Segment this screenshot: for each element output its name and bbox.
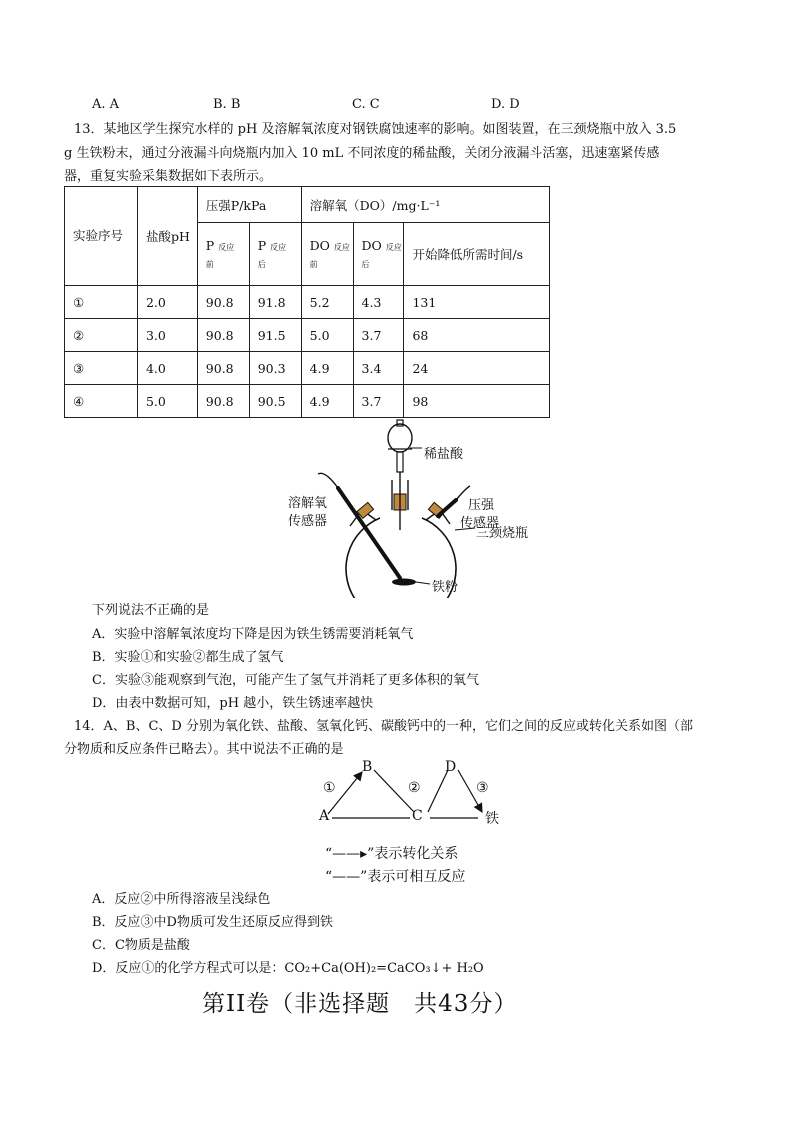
data-table bbox=[64, 186, 550, 418]
cell: 90.8 bbox=[197, 286, 249, 319]
cell: 4.3 bbox=[353, 286, 404, 319]
cell: ④ bbox=[65, 385, 138, 418]
cell: 90.8 bbox=[197, 352, 249, 385]
table-row bbox=[65, 385, 550, 418]
header-exp-text: 实验序号 bbox=[73, 228, 124, 243]
cell: 91.8 bbox=[249, 286, 301, 319]
header-exp bbox=[65, 187, 138, 286]
label-r3: ③ bbox=[476, 780, 489, 796]
funnel-bulb bbox=[388, 424, 412, 452]
iron-powder bbox=[392, 579, 416, 586]
q12-option-b: B. B bbox=[213, 97, 241, 112]
q12-options bbox=[0, 97, 800, 113]
cell: ② bbox=[65, 319, 138, 352]
label-iron: 铁粉 bbox=[432, 580, 459, 595]
node-a: A bbox=[319, 808, 330, 824]
cell: 90.8 bbox=[197, 385, 249, 418]
label-flask: 三颈烧瓶 bbox=[476, 526, 529, 541]
cell: 90.3 bbox=[249, 352, 301, 385]
do-sensor-cable bbox=[318, 473, 338, 488]
label-r1: ① bbox=[323, 780, 336, 796]
header-do-after-main: DO bbox=[361, 238, 382, 253]
cell: 131 bbox=[404, 286, 550, 319]
header-p-before-line2: 前 bbox=[205, 260, 214, 269]
q14-stem-line1: 14．A、B、C、D 分别为氧化铁、盐酸、氢氧化钙、碳酸钙中的一种，它们之间的反应或转化关系如图（部 bbox=[74, 719, 693, 734]
label-p-sensor-1: 压强 bbox=[468, 498, 495, 513]
label-do-sensor-1: 溶解氧 bbox=[288, 496, 328, 511]
cell: ① bbox=[65, 286, 138, 319]
cell: 5.2 bbox=[301, 286, 353, 319]
header-do-before-main: DO bbox=[309, 238, 330, 253]
cell: 98 bbox=[404, 385, 550, 418]
cell: 3.7 bbox=[353, 319, 404, 352]
table-row bbox=[65, 352, 550, 385]
header-do-before bbox=[301, 223, 353, 286]
q13-option-c: C．实验③能观察到气泡，可能产生了氢气并消耗了更多体积的氧气 bbox=[92, 673, 479, 688]
leader-iron bbox=[416, 582, 430, 584]
header-do: 溶解氧（DO）/mg·L⁻¹ bbox=[301, 187, 549, 223]
legend-arrow: “——▸”表示转化关系 bbox=[325, 846, 459, 862]
do-sensor-probe bbox=[338, 488, 400, 578]
header-time: 开始降低所需时间/s bbox=[404, 223, 550, 286]
header-p-after-sub: 反应 bbox=[270, 243, 287, 252]
q14-option-c: C．C物质是盐酸 bbox=[92, 938, 190, 953]
label-acid: 稀盐酸 bbox=[424, 447, 464, 462]
q14-stem-line2: 分物质和反应条件已略去）。其中说法不正确的是 bbox=[64, 742, 344, 757]
cell: 68 bbox=[404, 319, 550, 352]
label-r2: ② bbox=[408, 780, 421, 796]
header-do-after bbox=[353, 223, 404, 286]
node-d: D bbox=[445, 759, 457, 775]
cell: 5.0 bbox=[301, 319, 353, 352]
header-p-before bbox=[197, 223, 249, 286]
q13-stem-line2: g 生铁粉末，通过分液漏斗向烧瓶内加入 10 mL 不同浓度的稀盐酸，关闭分液漏斗活塞，迅速塞紧传感 bbox=[64, 146, 660, 161]
table-row bbox=[65, 319, 550, 352]
q12-option-a: A. A bbox=[92, 97, 120, 112]
cell: 2.0 bbox=[137, 286, 197, 319]
line-c-d bbox=[428, 770, 448, 812]
cell: 90.5 bbox=[249, 385, 301, 418]
section-title: 第II卷（非选择题 共43分） bbox=[202, 991, 518, 1017]
q13-option-d: D．由表中数据可知，pH 越小，铁生锈速率越快 bbox=[92, 696, 374, 711]
q14-option-d: D．反应①的化学方程式可以是：CO₂+Ca(OH)₂=CaCO₃↓+ H₂O bbox=[92, 961, 484, 976]
q13-option-a: A．实验中溶解氧浓度均下降是因为铁生锈需要消耗氧气 bbox=[92, 627, 414, 642]
header-p-before-main: P bbox=[205, 238, 215, 253]
header-p-after-line2: 后 bbox=[257, 260, 266, 269]
cell: 4.0 bbox=[137, 352, 197, 385]
funnel-stopper bbox=[397, 420, 403, 426]
cell: 5.0 bbox=[137, 385, 197, 418]
label-do-sensor-2: 传感器 bbox=[288, 514, 328, 529]
q13-prompt: 下列说法不正确的是 bbox=[92, 603, 210, 618]
q13-option-b: B．实验①和实验②都生成了氢气 bbox=[92, 650, 284, 665]
q13-stem-line1: 13．某地区学生探究水样的 pH 及溶解氧浓度对钢铁腐蚀速率的影响。如图装置，在三颈烧瓶中放入 3.5 bbox=[74, 122, 677, 137]
cell: 24 bbox=[404, 352, 550, 385]
q13-stem-line3: 器，重复实验采集数据如下表所示。 bbox=[64, 169, 273, 184]
node-c: C bbox=[412, 808, 423, 824]
header-p-after bbox=[249, 223, 301, 286]
node-iron: 铁 bbox=[485, 811, 499, 827]
q14-option-a: A．反应②中所得溶液呈浅绿色 bbox=[92, 892, 271, 907]
table-header-row-1 bbox=[65, 187, 550, 223]
cell: 3.0 bbox=[137, 319, 197, 352]
header-do-after-line2: 后 bbox=[361, 260, 370, 269]
header-p-after-main: P bbox=[257, 238, 267, 253]
header-p-before-sub: 反应 bbox=[218, 243, 235, 252]
label-p-sensor-2: 传感器 bbox=[460, 516, 500, 531]
cell: 3.4 bbox=[353, 352, 404, 385]
cell: ③ bbox=[65, 352, 138, 385]
q12-option-c: C. C bbox=[352, 97, 380, 112]
cell: 91.5 bbox=[249, 319, 301, 352]
cell: 3.7 bbox=[353, 385, 404, 418]
funnel-stem-upper bbox=[397, 452, 403, 472]
cell: 4.9 bbox=[301, 385, 353, 418]
header-do-before-line2: 前 bbox=[309, 260, 318, 269]
header-do-before-sub: 反应 bbox=[333, 243, 350, 252]
header-do-after-sub: 反应 bbox=[385, 243, 402, 252]
cell: 90.8 bbox=[197, 319, 249, 352]
node-b: B bbox=[362, 759, 373, 775]
header-ph: 盐酸pH bbox=[137, 187, 197, 286]
q14-option-b: B．反应③中D物质可发生还原反应得到铁 bbox=[92, 915, 333, 930]
q12-option-d: D. D bbox=[491, 97, 520, 112]
header-pressure: 压强P/kPa bbox=[197, 187, 301, 223]
legend-line: “——”表示可相互反应 bbox=[325, 869, 466, 885]
cell: 4.9 bbox=[301, 352, 353, 385]
table-row bbox=[65, 286, 550, 319]
